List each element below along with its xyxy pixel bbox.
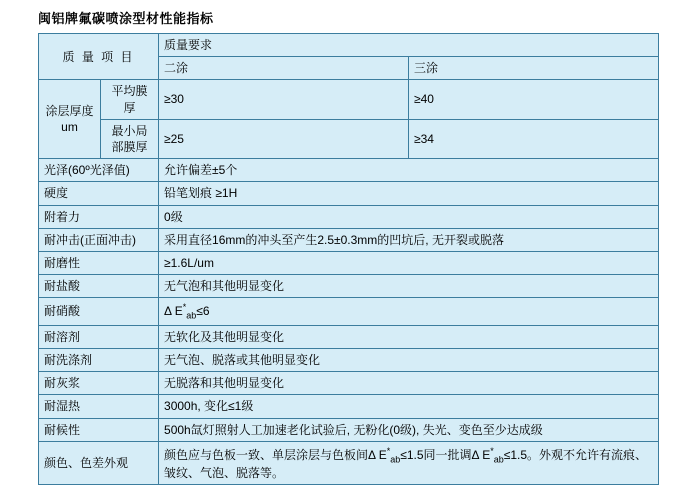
row-value-gloss: 允许偏差±5个 — [159, 159, 659, 182]
table-row — [39, 205, 659, 228]
table-row — [39, 228, 659, 251]
row-value-adhesion: 0级 — [159, 205, 659, 228]
row-value-two-coat: ≥25 — [159, 119, 409, 158]
row-name-weather-resistance: 耐候性 — [39, 418, 159, 441]
table-row — [39, 418, 659, 441]
row-name-mortar-resistance: 耐灰浆 — [39, 372, 159, 395]
row-name-nitric-acid-resistance: 耐硝酸 — [39, 298, 159, 326]
row-name-detergent-resistance: 耐洗涤剂 — [39, 348, 159, 371]
table-row — [39, 159, 659, 182]
row-name-solvent-resistance: 耐溶剂 — [39, 325, 159, 348]
row-sub-average-thickness: 平均膜厚 — [101, 80, 159, 119]
table-row — [39, 298, 659, 326]
row-value-three-coat: ≥40 — [409, 80, 659, 119]
table-row — [39, 348, 659, 371]
header-sub-three-coat: 三涂 — [409, 57, 659, 80]
row-name-hydrochloric-acid-resistance: 耐盐酸 — [39, 275, 159, 298]
row-value-nitric-acid-resistance: Δ $E^*_{ab}\le 6$ — [159, 298, 659, 326]
specification-table — [38, 33, 659, 485]
row-value-impact-resistance: 采用直径16mm的冲头至产生2.5±0.3mm的凹坑后, 无开裂或脱落 — [159, 228, 659, 251]
header-item-label: 质 量 项 目 — [39, 34, 159, 80]
row-value-two-coat: ≥30 — [159, 80, 409, 119]
row-name-hardness: 硬度 — [39, 182, 159, 205]
row-name-color-appearance: 颜色、色差外观 — [39, 441, 159, 485]
row-value-color-appearance: 颜色应与色板一致、单层涂层与色板间Δ $E^*_{ab}\le 1.5$同一批调Δ $E^*_{ab}\le 1.5$。外观不允许有流痕、皱纹、气泡、脱落等。 — [159, 441, 659, 485]
table-row — [39, 275, 659, 298]
row-name-coating-thickness: 涂层厚度um — [39, 80, 101, 159]
row-value-mortar-resistance: 无脱落和其他明显变化 — [159, 372, 659, 395]
table-row — [39, 80, 659, 119]
page-title: 闽铝牌氟碳喷涂型材性能指标 — [38, 11, 214, 26]
row-name-gloss: 光泽(60º光泽值) — [39, 159, 159, 182]
row-sub-minimum-local-thickness: 最小局部膜厚 — [101, 119, 159, 158]
row-value-hardness: 铅笔划痕 ≥1H — [159, 182, 659, 205]
row-name-abrasion-resistance: 耐磨性 — [39, 251, 159, 274]
table-row — [39, 325, 659, 348]
header-requirement-label: 质量要求 — [159, 34, 659, 57]
row-value-hydrochloric-acid-resistance: 无气泡和其他明显变化 — [159, 275, 659, 298]
header-sub-two-coat: 二涂 — [159, 57, 409, 80]
table-row — [39, 372, 659, 395]
table-row — [39, 251, 659, 274]
table-row — [39, 119, 659, 158]
row-value-three-coat: ≥34 — [409, 119, 659, 158]
row-name-adhesion: 附着力 — [39, 205, 159, 228]
row-value-solvent-resistance: 无软化及其他明显变化 — [159, 325, 659, 348]
row-value-detergent-resistance: 无气泡、脱落或其他明显变化 — [159, 348, 659, 371]
row-value-humidity-heat-resistance: 3000h, 变化≤1级 — [159, 395, 659, 418]
table-header-row — [39, 34, 659, 57]
row-name-humidity-heat-resistance: 耐湿热 — [39, 395, 159, 418]
row-value-abrasion-resistance: ≥1.6L/um — [159, 251, 659, 274]
row-name-impact-resistance: 耐冲击(正面冲击) — [39, 228, 159, 251]
table-row — [39, 441, 659, 485]
table-row — [39, 182, 659, 205]
table-row — [39, 395, 659, 418]
row-value-weather-resistance: 500h氙灯照射人工加速老化试验后, 无粉化(0级), 失光、变色至少达成级 — [159, 418, 659, 441]
